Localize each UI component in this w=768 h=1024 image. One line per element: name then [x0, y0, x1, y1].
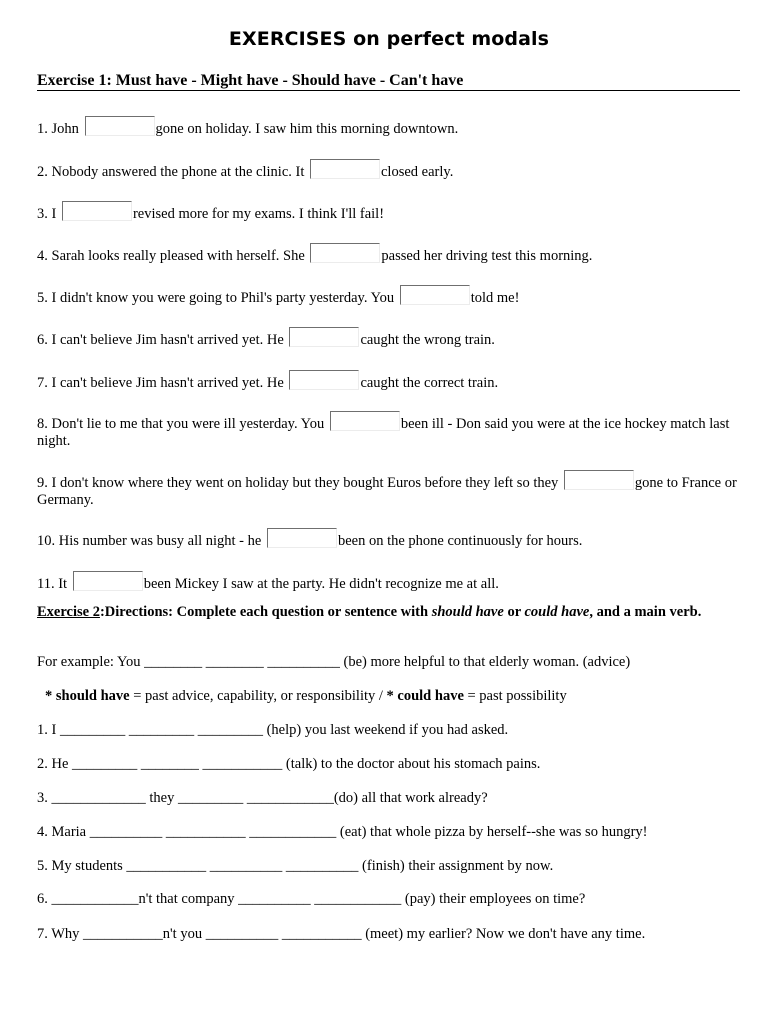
- exercise2-item-5: 5. My students ___________ __________ __________ (finish) their assignment by now.: [37, 858, 554, 874]
- question-text-before: 9. I don't know where they went on holiday but they bought Euros before they left so they: [37, 475, 562, 491]
- answer-box[interactable]: [85, 116, 155, 136]
- answer-box[interactable]: [400, 285, 470, 305]
- example-sentence: For example: You ________ ________ __________ (be) more helpful to that elderly woman. (advice): [37, 654, 631, 670]
- question-text-after: passed her driving test this morning.: [381, 248, 593, 264]
- could-have-definition-term: * could have: [386, 688, 464, 704]
- question-text-before: 11. It: [37, 576, 71, 592]
- question-text-before: 6. I can't believe Jim hasn't arrived yet. He: [37, 332, 288, 348]
- exercise2-directions-start: Directions: Complete each question or sentence with: [104, 604, 432, 620]
- exercise1-question-2: [37, 159, 737, 181]
- question-text-before: 8. Don't lie to me that you were ill yesterday. You: [37, 416, 328, 432]
- exercise1-question-7: [37, 370, 737, 392]
- question-text-after: been on the phone continuously for hours.: [337, 533, 583, 549]
- exercise2-item-4: 4. Maria __________ ___________ ____________ (eat) that whole pizza by herself--she was so hungry!: [37, 824, 648, 840]
- should-have-term: should have: [431, 604, 504, 620]
- question-text-before: 5. I didn't know you were going to Phil's party yesterday. You: [37, 290, 398, 306]
- exercise1-question-4: [37, 243, 737, 265]
- answer-box[interactable]: [330, 411, 400, 431]
- exercise2-item-7: 7. Why ___________n't you __________ ___________ (meet) my earlier? Now we don't have any time.: [37, 926, 646, 942]
- answer-box[interactable]: [289, 327, 359, 347]
- exercise2-label: Exercise 2: [37, 604, 100, 620]
- page-title: EXERCISES on perfect modals: [228, 28, 550, 50]
- answer-box[interactable]: [310, 159, 380, 179]
- question-text-before: 10. His number was busy all night - he: [37, 533, 265, 549]
- should-have-definition: = past advice, capability, or responsibility /: [129, 688, 387, 704]
- question-text-before: 2. Nobody answered the phone at the clinic. It: [37, 164, 308, 180]
- answer-box[interactable]: [310, 243, 380, 263]
- exercise1-question-6: [37, 327, 737, 349]
- could-have-term: could have: [524, 604, 590, 620]
- exercise1-heading: Exercise 1: Must have - Might have - Should have - Can't have: [37, 72, 740, 91]
- question-text-after: been Mickey I saw at the party. He didn't recognize me at all.: [143, 576, 499, 592]
- question-text-before: 4. Sarah looks really pleased with herself. She: [37, 248, 309, 264]
- question-text-after: been ill - Don said you were at the ice hockey match last night.: [37, 416, 730, 449]
- exercise2-colon: :: [99, 604, 105, 620]
- exercise2-item-2: 2. He _________ ________ ___________ (talk) to the doctor about his stomach pains.: [37, 756, 541, 772]
- answer-box[interactable]: [62, 201, 132, 221]
- question-text-after: revised more for my exams. I think I'll fail!: [132, 206, 385, 222]
- exercise1-question-11: [37, 571, 737, 593]
- question-text-before: 3. I: [37, 206, 60, 222]
- exercise1-question-10: [37, 528, 737, 550]
- answer-box[interactable]: [564, 470, 634, 490]
- should-have-definition-term: * should have: [45, 688, 130, 704]
- question-text-after: caught the wrong train.: [360, 332, 495, 348]
- question-text-before: 7. I can't believe Jim hasn't arrived yet. He: [37, 375, 288, 391]
- answer-box[interactable]: [267, 528, 337, 548]
- definitions-line: [45, 688, 755, 705]
- exercise2-heading: [37, 603, 727, 621]
- exercise1-question-5: [37, 285, 737, 307]
- exercise1-question-8: [37, 411, 737, 450]
- exercise1-question-3: [37, 201, 737, 223]
- exercise2-directions-end: , and a main verb.: [589, 604, 702, 620]
- question-text-after: told me!: [470, 290, 520, 306]
- or-word: or: [503, 604, 525, 620]
- question-text-after: gone on holiday. I saw him this morning downtown.: [155, 121, 459, 137]
- exercise2-item-6: 6. ____________n't that company __________ ____________ (pay) their employees on time?: [37, 891, 586, 907]
- exercise2-item-3: 3. _____________ they _________ ____________(do) all that work already?: [37, 790, 488, 806]
- exercise1-question-9: [37, 470, 737, 509]
- question-text-after: closed early.: [381, 164, 454, 180]
- question-text-before: 1. John: [37, 121, 83, 137]
- question-text-after: caught the correct train.: [360, 375, 499, 391]
- answer-box[interactable]: [289, 370, 359, 390]
- exercise2-item-1: 1. I _________ _________ _________ (help) you last weekend if you had asked.: [37, 722, 509, 738]
- answer-box[interactable]: [73, 571, 143, 591]
- question-text-after: gone to France or Germany.: [37, 475, 737, 508]
- exercise1-question-1: [37, 116, 737, 138]
- could-have-definition: = past possibility: [463, 688, 567, 704]
